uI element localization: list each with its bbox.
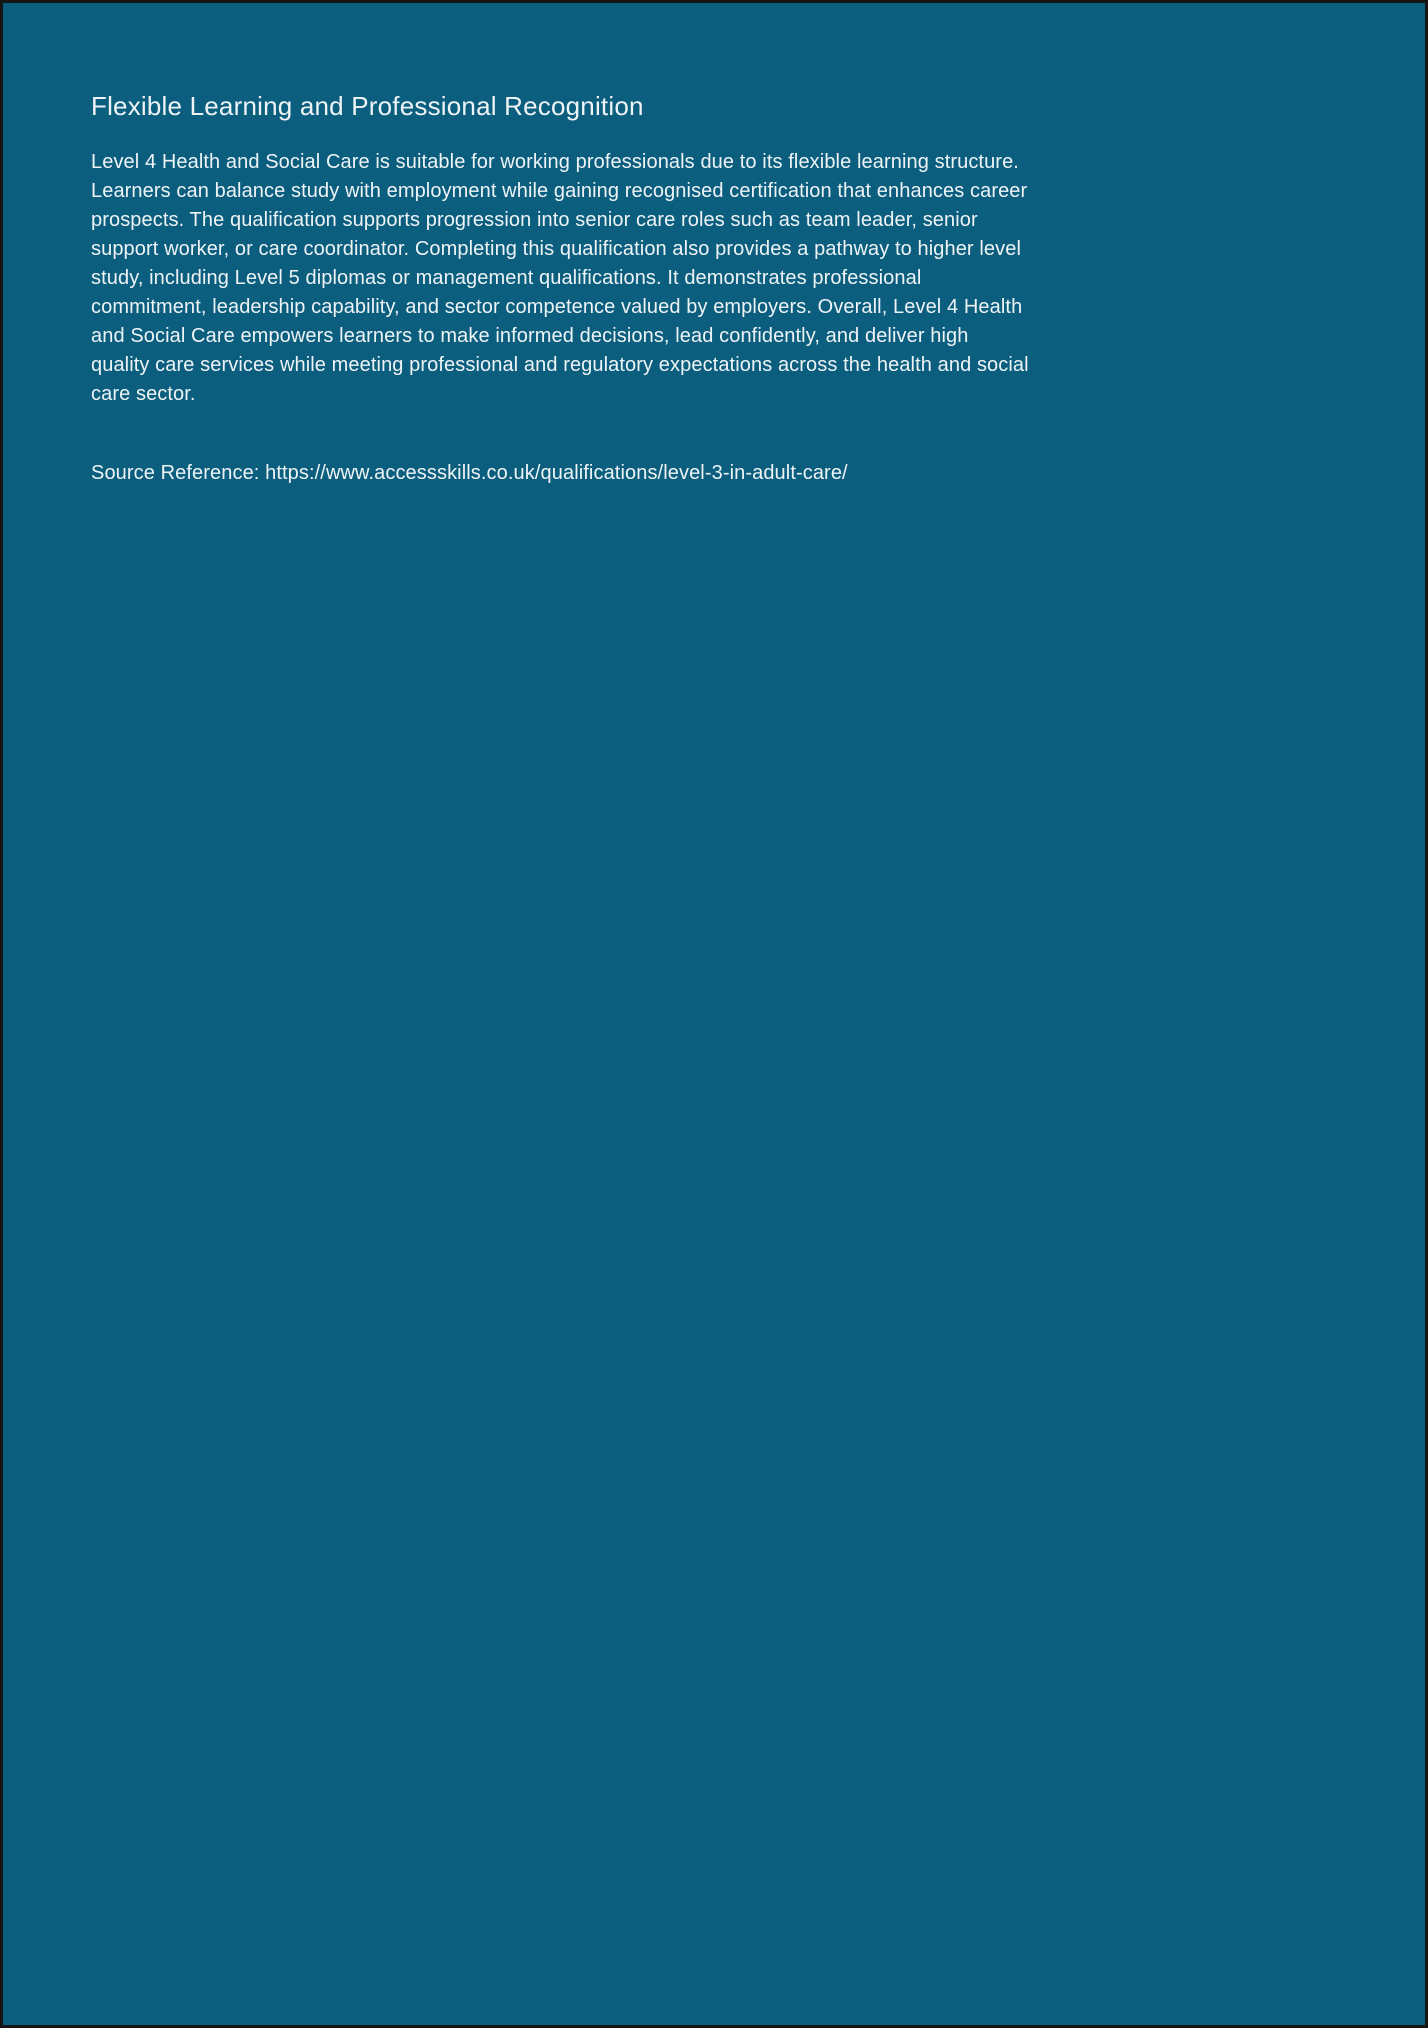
source-reference-line: Source Reference: https://www.accessskills.co.uk/qualifications/level-3-in-adult-care/: [91, 462, 848, 484]
section-heading: Flexible Learning and Professional Recognition: [91, 91, 644, 121]
document-content: [91, 3, 1031, 488]
body-paragraph: Level 4 Health and Social Care is suitable for working professionals due to its flexible learning structure. Learners can balance study with employment while gaining recognised certification that enhances career prospects. The qualification supports progression into senior care roles such as team leader, senior support worker, or care coordinator. Completing this qualification also provides a pathway to higher level study, including Level 5 diplomas or management qualifications. It demonstrates professional commitment, leadership capability, and sector competence valued by employers. Overall, Level 4 Health and Social Care empowers learners to make informed decisions, lead confidently, and deliver high quality care services while meeting professional and regulatory expectations across the health and social care sector.: [91, 151, 1029, 405]
